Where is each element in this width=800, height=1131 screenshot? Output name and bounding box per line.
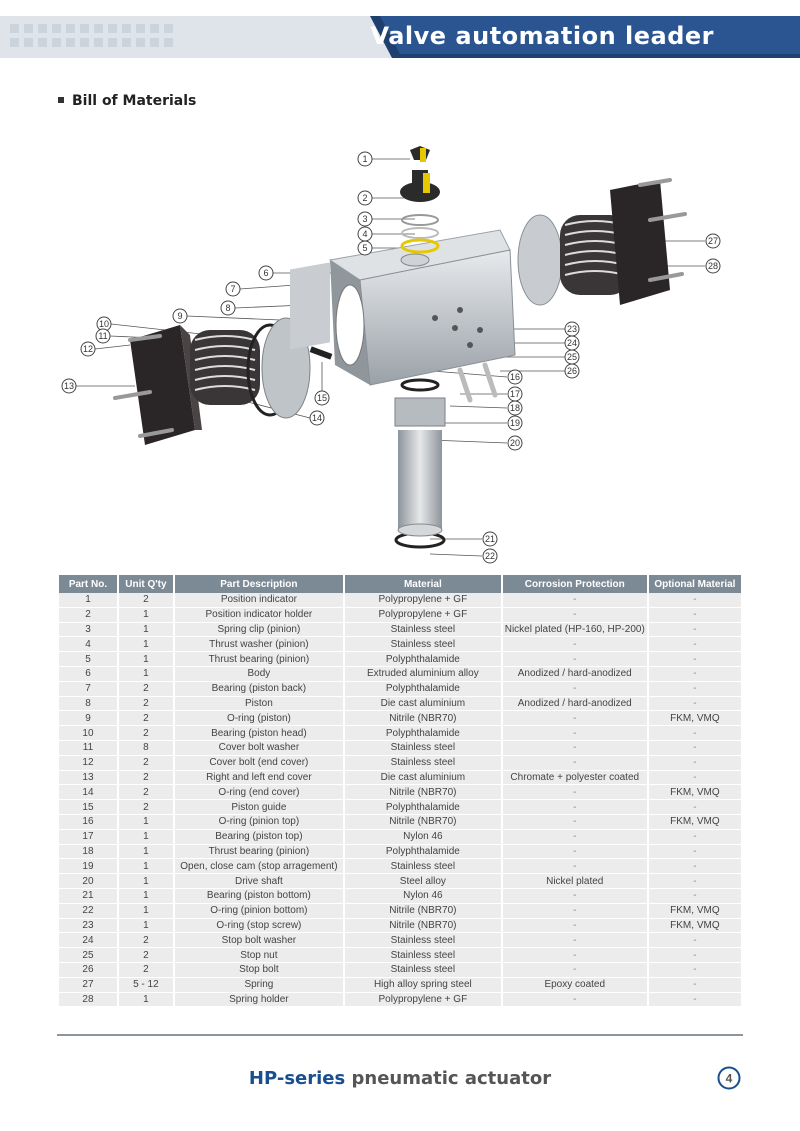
col-header-unit-qty: Unit Q'ty [119,575,173,593]
cell-part-description: O-ring (end cover) [175,785,343,800]
cell-part-no: 10 [59,726,117,741]
cell-corrosion-protection: - [503,859,647,874]
cell-unit-qty: 1 [119,993,173,1008]
cell-part-no: 6 [59,667,117,682]
cell-corrosion-protection: - [503,815,647,830]
cell-optional-material: FKM, VMQ [649,919,741,934]
cell-optional-material: FKM, VMQ [649,711,741,726]
cell-corrosion-protection: - [503,711,647,726]
cell-material: Extruded aluminium alloy [345,667,501,682]
cell-optional-material: - [649,978,741,993]
table-row [59,800,741,815]
cell-optional-material: - [649,637,741,652]
cell-part-no: 8 [59,697,117,712]
table-row [59,652,741,667]
cell-part-description: Right and left end cover [175,771,343,786]
cell-part-no: 14 [59,785,117,800]
bullet-square-icon [58,97,64,103]
cell-part-no: 17 [59,830,117,845]
table-row [59,919,741,934]
cell-material: Die cast aluminium [345,697,501,712]
cell-unit-qty: 2 [119,771,173,786]
footer-title [0,1068,800,1089]
cell-optional-material: - [649,623,741,638]
col-header-material: Material [345,575,501,593]
cell-part-description: Bearing (piston bottom) [175,889,343,904]
cell-material: Die cast aluminium [345,771,501,786]
svg-text:9: 9 [177,311,183,321]
cell-corrosion-protection: - [503,637,647,652]
cell-optional-material: - [649,800,741,815]
cell-material: Nitrile (NBR70) [345,785,501,800]
header-title: Valve automation leader [370,22,714,50]
callout-9 [173,309,187,323]
cell-part-description: Thrust bearing (pinion) [175,845,343,860]
table-row [59,785,741,800]
table-row [59,815,741,830]
callout-25 [565,350,579,364]
cell-part-description: Position indicator [175,593,343,608]
cell-part-description: Thrust washer (pinion) [175,637,343,652]
svg-text:24: 24 [566,338,578,348]
callout-12 [81,342,95,356]
svg-text:28: 28 [707,261,719,271]
page-number: 4 [725,1071,733,1086]
col-header-corrosion-protection: Corrosion Protection [503,575,647,593]
cell-optional-material: - [649,608,741,623]
table-row [59,889,741,904]
cell-part-description: Spring [175,978,343,993]
cell-part-description: Bearing (piston head) [175,726,343,741]
page-number-badge [717,1066,741,1090]
cell-unit-qty: 2 [119,711,173,726]
cell-optional-material: - [649,948,741,963]
cell-corrosion-protection: - [503,933,647,948]
table-row [59,978,741,993]
cell-optional-material: - [649,933,741,948]
cell-unit-qty: 1 [119,667,173,682]
cell-part-description: O-ring (piston) [175,711,343,726]
cell-optional-material: FKM, VMQ [649,785,741,800]
cell-corrosion-protection: - [503,889,647,904]
cell-optional-material: - [649,652,741,667]
cell-unit-qty: 2 [119,593,173,608]
table-row [59,948,741,963]
svg-text:23: 23 [566,324,578,334]
table-row [59,874,741,889]
svg-text:11: 11 [98,331,108,341]
cell-unit-qty: 1 [119,874,173,889]
cell-part-description: O-ring (pinion bottom) [175,904,343,919]
cell-optional-material: - [649,830,741,845]
cell-part-no: 22 [59,904,117,919]
cell-unit-qty: 1 [119,845,173,860]
cell-material: Polyphthalamide [345,845,501,860]
callout-5 [358,241,372,255]
cell-unit-qty: 2 [119,963,173,978]
cell-corrosion-protection: Anodized / hard-anodized [503,667,647,682]
cell-corrosion-protection: Chromate + polyester coated [503,771,647,786]
table-row [59,593,741,608]
cell-corrosion-protection: - [503,919,647,934]
cell-part-no: 25 [59,948,117,963]
cell-corrosion-protection: - [503,593,647,608]
cell-optional-material: FKM, VMQ [649,904,741,919]
cell-optional-material: - [649,667,741,682]
bottom-rule [57,1034,743,1036]
callout-16 [508,370,522,384]
cell-corrosion-protection: - [503,963,647,978]
cell-optional-material: - [649,874,741,889]
callout-17 [508,387,522,401]
svg-text:27: 27 [707,236,719,246]
cell-part-no: 27 [59,978,117,993]
callout-27 [706,234,720,248]
svg-text:2: 2 [362,193,368,203]
svg-text:22: 22 [484,551,496,561]
svg-text:7: 7 [230,284,236,294]
callout-24 [565,336,579,350]
col-header-part-description: Part Description [175,575,343,593]
callout-22 [483,549,497,563]
cell-corrosion-protection: - [503,830,647,845]
table-row [59,741,741,756]
svg-text:20: 20 [509,438,521,448]
callout-23 [565,322,579,336]
cell-unit-qty: 1 [119,859,173,874]
svg-text:26: 26 [566,366,578,376]
cell-part-no: 23 [59,919,117,934]
bom-table [57,575,743,1007]
svg-text:13: 13 [63,381,75,391]
bom-header-row [59,575,741,593]
cell-corrosion-protection: Nickel plated [503,874,647,889]
callout-4 [358,227,372,241]
cell-unit-qty: 1 [119,637,173,652]
cell-corrosion-protection: - [503,948,647,963]
cell-material: Polyphthalamide [345,652,501,667]
cell-unit-qty: 1 [119,608,173,623]
table-row [59,711,741,726]
callout-18 [508,401,522,415]
cell-part-no: 15 [59,800,117,815]
cell-part-description: Cover bolt (end cover) [175,756,343,771]
cell-material: Stainless steel [345,933,501,948]
cell-part-no: 16 [59,815,117,830]
cell-part-description: Bearing (piston back) [175,682,343,697]
cell-optional-material: - [649,726,741,741]
cell-part-no: 11 [59,741,117,756]
cell-optional-material: - [649,756,741,771]
cell-part-no: 3 [59,623,117,638]
cell-optional-material: FKM, VMQ [649,815,741,830]
cell-material: Stainless steel [345,637,501,652]
cell-material: Stainless steel [345,741,501,756]
cell-part-no: 19 [59,859,117,874]
cell-unit-qty: 2 [119,800,173,815]
cell-optional-material: - [649,741,741,756]
callout-2 [358,191,372,205]
cell-part-description: Bearing (piston top) [175,830,343,845]
svg-text:5: 5 [362,243,368,253]
cell-part-description: Piston [175,697,343,712]
cell-part-description: O-ring (pinion top) [175,815,343,830]
svg-text:17: 17 [509,389,521,399]
cell-unit-qty: 1 [119,830,173,845]
cell-material: Nylon 46 [345,830,501,845]
callout-6 [259,266,273,280]
cell-material: Stainless steel [345,948,501,963]
cell-material: Stainless steel [345,623,501,638]
table-row [59,933,741,948]
exploded-view-diagram [60,140,740,570]
cell-optional-material: - [649,771,741,786]
callout-8 [221,301,235,315]
cell-part-description: Stop bolt [175,963,343,978]
svg-text:16: 16 [509,372,521,382]
cell-part-no: 2 [59,608,117,623]
svg-text:10: 10 [98,319,110,329]
col-header-part-no: Part No. [59,575,117,593]
svg-text:8: 8 [225,303,231,313]
svg-text:14: 14 [311,413,323,423]
table-row [59,726,741,741]
cell-material: Polypropylene + GF [345,593,501,608]
col-header-optional-material: Optional Material [649,575,741,593]
table-row [59,993,741,1008]
cell-unit-qty: 2 [119,682,173,697]
cell-part-description: Open, close cam (stop arragement) [175,859,343,874]
cell-material: Nitrile (NBR70) [345,919,501,934]
cell-part-description: Stop bolt washer [175,933,343,948]
table-row [59,697,741,712]
cell-corrosion-protection: - [503,756,647,771]
cell-part-description: Position indicator holder [175,608,343,623]
cell-material: Nitrile (NBR70) [345,711,501,726]
cell-material: Steel alloy [345,874,501,889]
cell-corrosion-protection: - [503,682,647,697]
table-row [59,830,741,845]
cell-part-no: 24 [59,933,117,948]
cell-material: Nitrile (NBR70) [345,904,501,919]
cell-part-description: Spring clip (pinion) [175,623,343,638]
cell-optional-material: - [649,963,741,978]
cell-corrosion-protection: Nickel plated (HP-160, HP-200) [503,623,647,638]
svg-text:4: 4 [362,229,368,239]
section-title [58,93,196,109]
cell-unit-qty: 1 [119,623,173,638]
cell-material: High alloy spring steel [345,978,501,993]
svg-text:6: 6 [263,268,269,278]
cell-unit-qty: 2 [119,948,173,963]
cell-unit-qty: 2 [119,756,173,771]
cell-corrosion-protection: - [503,726,647,741]
svg-text:25: 25 [566,352,578,362]
bom-body [59,593,741,1007]
cell-corrosion-protection: - [503,800,647,815]
table-row [59,667,741,682]
cell-part-no: 20 [59,874,117,889]
cell-part-no: 9 [59,711,117,726]
cell-material: Polypropylene + GF [345,608,501,623]
cell-optional-material: - [649,845,741,860]
table-row [59,859,741,874]
cell-part-no: 5 [59,652,117,667]
cell-part-no: 12 [59,756,117,771]
svg-text:12: 12 [82,344,94,354]
cell-optional-material: - [649,593,741,608]
callout-20 [508,436,522,450]
cell-corrosion-protection: - [503,608,647,623]
cell-corrosion-protection: - [503,845,647,860]
cell-material: Stainless steel [345,859,501,874]
cell-unit-qty: 1 [119,919,173,934]
cell-optional-material: - [649,697,741,712]
cell-unit-qty: 2 [119,726,173,741]
table-row [59,771,741,786]
cell-part-no: 1 [59,593,117,608]
cell-material: Stainless steel [345,963,501,978]
table-row [59,682,741,697]
table-row [59,845,741,860]
callout-7 [226,282,240,296]
section-title-text: Bill of Materials [72,93,197,109]
cell-material: Polypropylene + GF [345,993,501,1008]
callout-3 [358,212,372,226]
cell-corrosion-protection: - [503,993,647,1008]
callout-19 [508,416,522,430]
cell-part-description: Body [175,667,343,682]
cell-material: Polyphthalamide [345,800,501,815]
svg-text:19: 19 [509,418,521,428]
callout-11 [96,329,110,343]
cell-unit-qty: 1 [119,904,173,919]
cell-optional-material: - [649,859,741,874]
cell-unit-qty: 2 [119,697,173,712]
table-row [59,756,741,771]
svg-text:18: 18 [509,403,521,413]
cell-unit-qty: 1 [119,889,173,904]
cell-part-no: 28 [59,993,117,1008]
table-row [59,904,741,919]
cell-part-no: 26 [59,963,117,978]
table-row [59,963,741,978]
cell-part-no: 4 [59,637,117,652]
cell-part-no: 13 [59,771,117,786]
cell-unit-qty: 5 - 12 [119,978,173,993]
cell-unit-qty: 1 [119,815,173,830]
footer-series: HP-series [248,1068,346,1089]
cell-part-no: 21 [59,889,117,904]
cell-part-description: Spring holder [175,993,343,1008]
cell-part-no: 18 [59,845,117,860]
svg-text:1: 1 [362,154,368,164]
cell-corrosion-protection: - [503,741,647,756]
callout-13 [62,379,76,393]
callout-1 [358,152,372,166]
cell-part-description: Drive shaft [175,874,343,889]
cell-unit-qty: 2 [119,785,173,800]
cell-optional-material: - [649,993,741,1008]
cell-unit-qty: 8 [119,741,173,756]
cell-material: Polyphthalamide [345,682,501,697]
table-row [59,637,741,652]
callout-15 [315,391,329,405]
cell-material: Stainless steel [345,756,501,771]
svg-text:15: 15 [316,393,328,403]
cell-material: Nitrile (NBR70) [345,815,501,830]
cell-material: Polyphthalamide [345,726,501,741]
svg-text:21: 21 [484,534,496,544]
cell-optional-material: - [649,889,741,904]
cell-part-description: Stop nut [175,948,343,963]
table-row [59,623,741,638]
svg-text:3: 3 [362,214,368,224]
table-row [59,608,741,623]
cell-part-description: Piston guide [175,800,343,815]
cell-material: Nylon 46 [345,889,501,904]
cell-part-description: Cover bolt washer [175,741,343,756]
callout-26 [565,364,579,378]
cell-part-no: 7 [59,682,117,697]
footer-product: pneumatic actuator [351,1068,552,1089]
cell-optional-material: - [649,682,741,697]
cell-part-description: O-ring (stop screw) [175,919,343,934]
callout-14 [310,411,324,425]
cell-corrosion-protection: - [503,904,647,919]
callout-28 [706,259,720,273]
cell-unit-qty: 2 [119,933,173,948]
cell-corrosion-protection: Epoxy coated [503,978,647,993]
cell-part-description: Thrust bearing (pinion) [175,652,343,667]
cell-unit-qty: 1 [119,652,173,667]
callout-21 [483,532,497,546]
cell-corrosion-protection: - [503,785,647,800]
cell-corrosion-protection: - [503,652,647,667]
cell-corrosion-protection: Anodized / hard-anodized [503,697,647,712]
